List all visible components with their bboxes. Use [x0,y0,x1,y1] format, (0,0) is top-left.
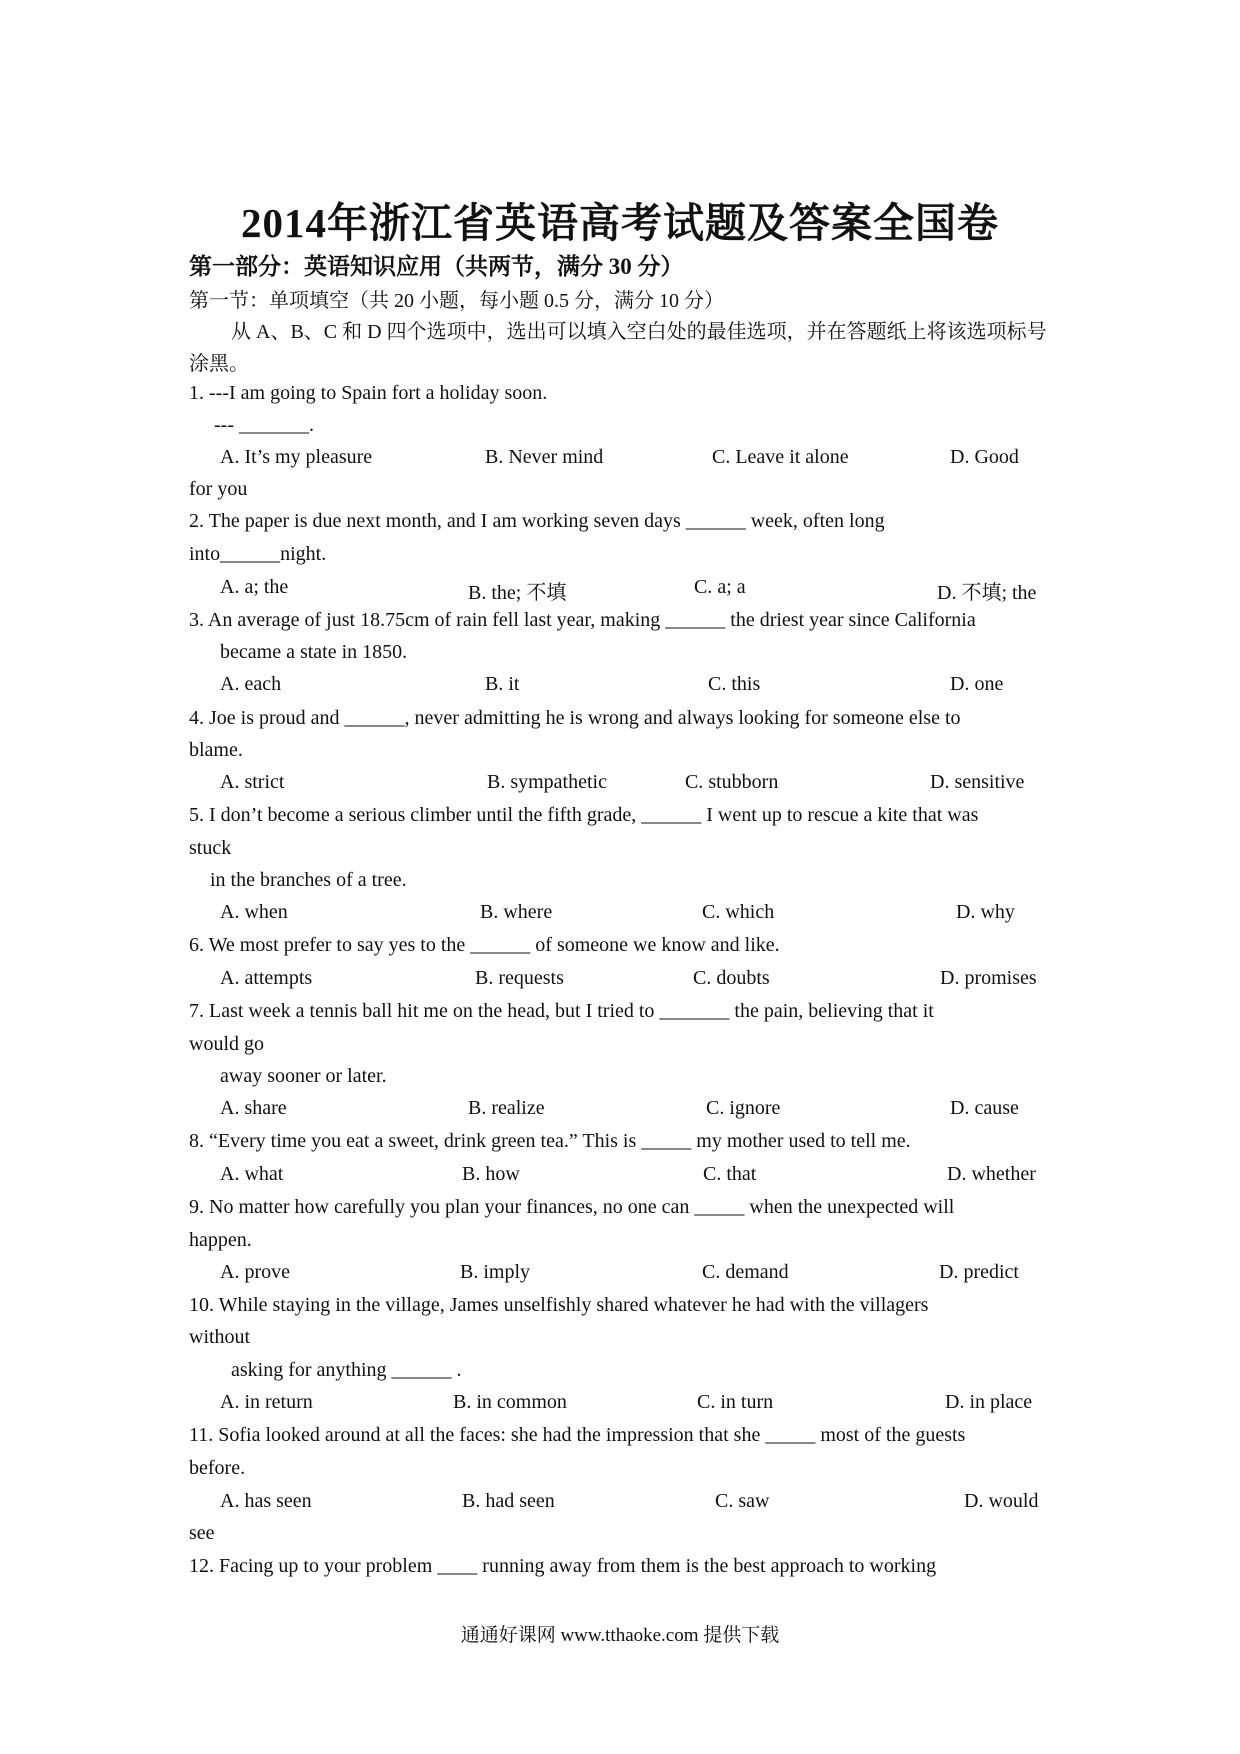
question-4-line-1: 4. Joe is proud and ______, never admitting he is wrong and always looking for someone else to [189,707,961,729]
question-8-option-c: C. that [703,1163,757,1185]
question-9-option-a: A. prove [220,1261,290,1283]
question-4-option-b: B. sympathetic [487,771,607,793]
question-9-option-d: D. predict [939,1261,1019,1283]
question-11-line-1: 11. Sofia looked around at all the faces: she had the impression that she _____ most of the guests [189,1424,966,1446]
question-7-line-3: away sooner or later. [220,1065,387,1087]
question-9-line-1: 9. No matter how carefully you plan your finances, no one can _____ when the unexpected will [189,1196,955,1218]
question-7-option-d: D. cause [950,1097,1019,1119]
question-2-option-c: C. a; a [694,576,746,598]
question-12-line-1: 12. Facing up to your problem ____ running away from them is the best approach to working [189,1555,937,1577]
question-1-option-c: C. Leave it alone [712,446,849,468]
question-11-option-d: D. would [964,1490,1039,1512]
question-11-option-a: A. has seen [220,1490,312,1512]
question-6-option-c: C. doubts [693,967,770,989]
instructions: 从 A、B、C 和 D 四个选项中，选出可以填入空白处的最佳选项，并在答题纸上将该选项标号涂黑。 [189,321,1047,375]
question-3-option-a: A. each [220,673,282,695]
question-10-line-3: asking for anything ______ . [231,1359,462,1381]
question-1-option-d: D. Good [950,446,1019,468]
question-1-option-d-continuation: for you [189,478,248,500]
question-7-option-c: C. ignore [706,1097,781,1119]
question-10-option-c: C. in turn [697,1391,774,1413]
question-5-option-b: B. where [480,901,553,923]
question-11-option-d-continuation: see [189,1522,215,1544]
question-5-line-1: 5. I don’t become a serious climber until the fifth grade, ______ I went up to rescue a kite that was [189,804,979,826]
question-11-line-2: before. [189,1457,246,1479]
question-10-option-b: B. in common [453,1391,567,1413]
question-3-option-d: D. one [950,673,1004,695]
question-10-option-d: D. in place [945,1391,1033,1413]
question-3-line-1: 3. An average of just 18.75cm of rain fell last year, making ______ the driest year since California [189,609,976,631]
question-9-option-b: B. imply [460,1261,531,1283]
question-11-option-c: C. saw [715,1490,770,1512]
question-7-option-a: A. share [220,1097,287,1119]
question-5-option-a: A. when [220,901,288,923]
question-9-line-2: happen. [189,1229,252,1251]
question-5-option-d: D. why [956,901,1015,923]
document-title: 2014年浙江省英语高考试题及答案全国卷 [241,200,999,246]
page-footer: 通通好课网 www.tthaoke.com 提供下载 [460,1625,780,1646]
question-10-line-1: 10. While staying in the village, James unselfishly shared whatever he had with the villagers [189,1294,929,1316]
question-1-option-b: B. Never mind [485,446,604,468]
question-8-option-d: D. whether [947,1163,1036,1185]
question-1-line-2: --- _______. [214,414,314,436]
question-3-option-b: B. it [485,673,520,695]
question-6-option-a: A. attempts [220,967,313,989]
part-heading: 第一部分：英语知识应用（共两节，满分 30 分） [189,254,684,279]
question-4-line-2: blame. [189,739,243,761]
question-7-line-1: 7. Last week a tennis ball hit me on the head, but I tried to _______ the pain, believing that it [189,1000,934,1022]
question-4-option-d: D. sensitive [930,771,1025,793]
section-heading: 第一节：单项填空（共 20 小题，每小题 0.5 分，满分 10 分） [189,290,724,312]
question-5-line-3: in the branches of a tree. [210,869,407,891]
question-2-option-d: D. 不填; the [937,582,1037,604]
question-10-option-a: A. in return [220,1391,313,1413]
question-8-option-b: B. how [462,1163,520,1185]
question-1-option-a: A. It’s my pleasure [220,446,373,468]
question-10-line-2: without [189,1326,251,1348]
question-5-line-2: stuck [189,837,232,859]
question-8-line-1: 8. “Every time you eat a sweet, drink green tea.” This is _____ my mother used to tell me. [189,1130,911,1152]
question-4-option-c: C. stubborn [685,771,779,793]
question-8-option-a: A. what [220,1163,284,1185]
question-2-option-a: A. a; the [220,576,289,598]
question-4-option-a: A. strict [220,771,285,793]
question-2-line-1: 2. The paper is due next month, and I am working seven days ______ week, often long [189,510,885,532]
question-2-option-b: B. the; 不填 [468,582,567,604]
question-3-option-c: C. this [708,673,761,695]
question-6-option-d: D. promises [940,967,1037,989]
question-3-line-2: became a state in 1850. [220,641,408,663]
question-6-option-b: B. requests [475,967,564,989]
question-1-line-1: 1. ---I am going to Spain fort a holiday soon. [189,382,548,404]
question-6-line-1: 6. We most prefer to say yes to the ______ of someone we know and like. [189,934,780,956]
question-7-option-b: B. realize [468,1097,545,1119]
question-7-line-2: would go [189,1033,264,1055]
question-11-option-b: B. had seen [462,1490,555,1512]
question-5-option-c: C. which [702,901,775,923]
question-2-line-2: into______night. [189,543,327,565]
question-9-option-c: C. demand [702,1261,789,1283]
